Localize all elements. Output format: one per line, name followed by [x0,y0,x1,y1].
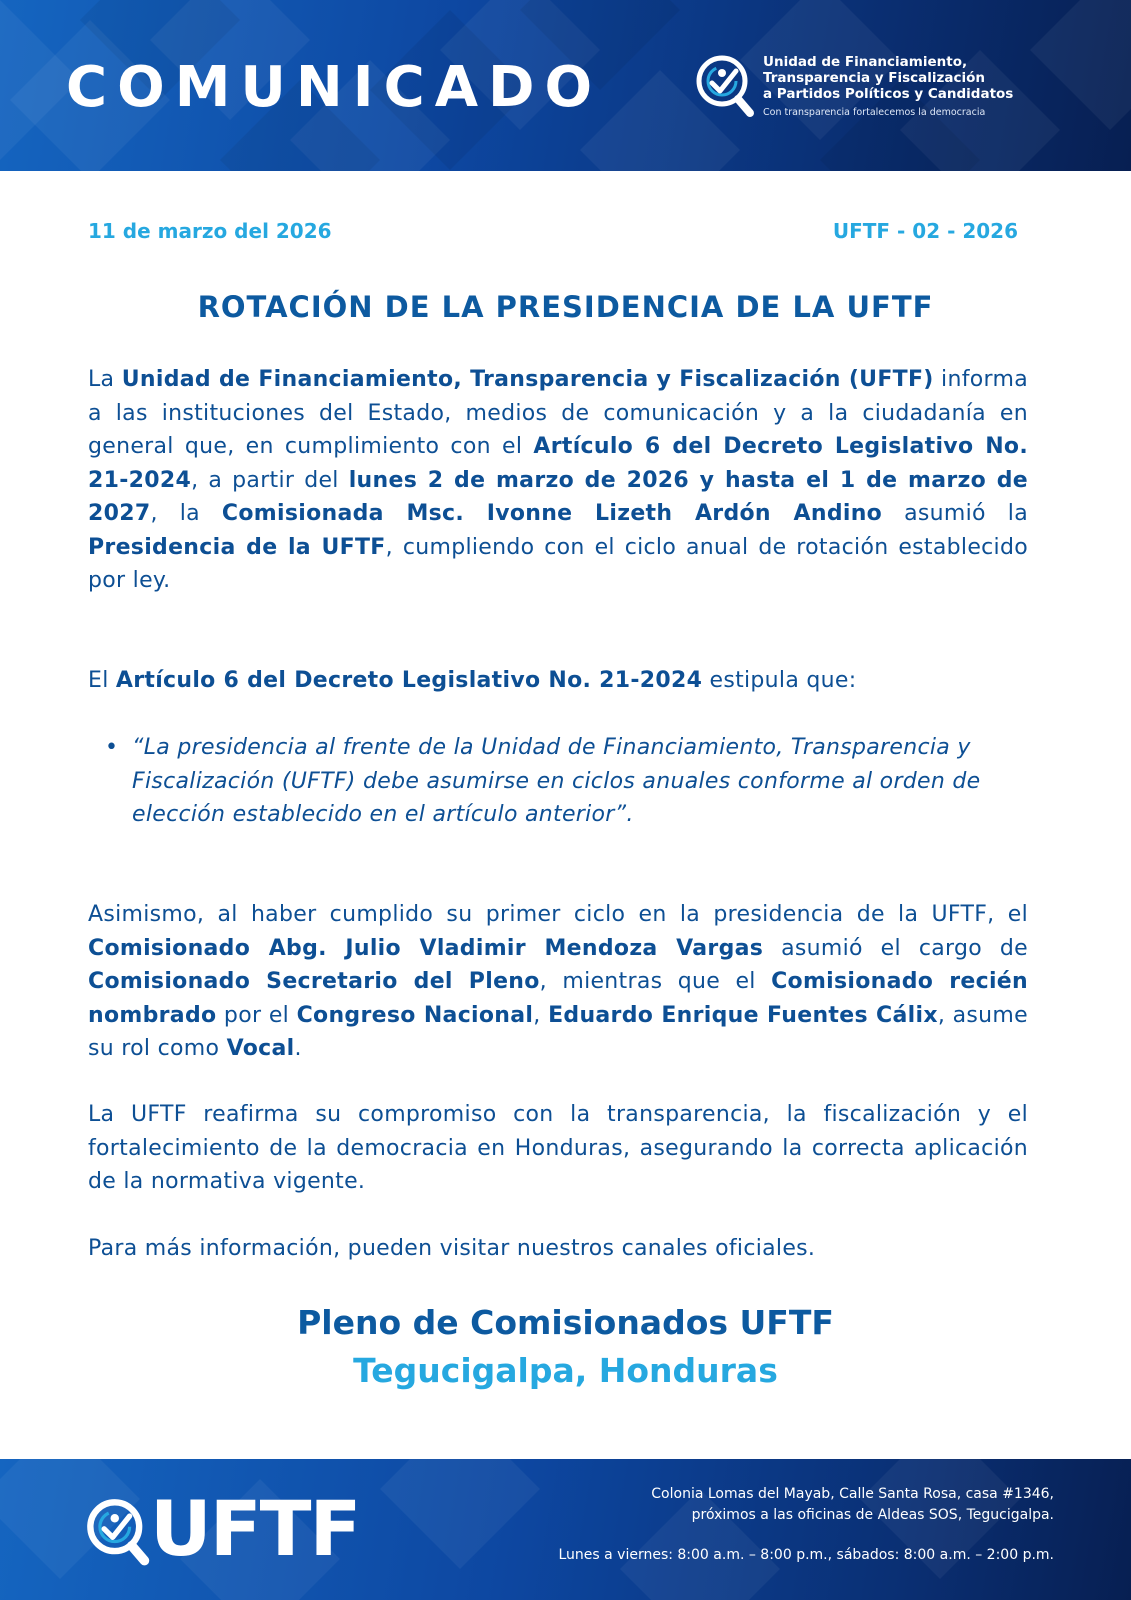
emphasis-text: Congreso Nacional [296,1002,534,1028]
paragraph-roles [88,898,1028,1066]
org-name [763,54,1013,102]
emphasis-text: Presidencia de la UFTF [88,534,386,560]
body-text-run: estipula que: [702,668,857,693]
org-name-line: a Partidos Políticos y Candidatos [763,86,1014,102]
paragraph-announcement [88,363,1028,598]
org-slogan: Con transparencia fortalecemos la democracia [763,107,986,118]
emphasis-text: Artículo 6 del Decreto Legislativo No. 21-2024 [115,668,703,693]
footer-address [454,1484,1054,1526]
body-text-run: , asume su rol como [88,1002,1028,1061]
document-title: ROTACIÓN DE LA PRESIDENCIA DE LA UFTF [197,290,934,324]
emphasis-text: Artículo 6 del Decreto Legislativo No. 21-2024 [88,434,1028,493]
body-text-run: El [88,668,116,693]
emphasis-text: Comisionado recién nombrado [88,969,1028,1028]
emphasis-text: Unidad de Financiamiento, Transparencia y Fiscalización (UFTF) [121,367,934,392]
body-text-run: asumió la [882,501,1028,526]
body-text-run: . [294,1036,302,1061]
body-text-run: La [88,367,122,392]
emphasis-text: Vocal [226,1036,295,1061]
body-text-run: informa a las instituciones del Estado, medios de comunicación y a la ciudadanía en general que, en cumplimiento con el [88,367,1028,459]
paragraph-more-info: Para más información, pueden visitar nuestros canales oficiales. [88,1236,816,1261]
emphasis-text: Eduardo Enrique Fuentes Cálix [548,1002,938,1028]
footer-address-line: próximos a las oficinas de Aldeas SOS, Tegucigalpa. [691,1507,1054,1523]
org-name-line: Transparencia y Fiscalización [763,70,986,86]
magnifier-check-icon [694,53,758,119]
emphasis-text: Comisionado Abg. Julio Vladimir Mendoza Vargas [88,935,764,961]
footer-brand: UFTF [150,1484,360,1573]
body-text-run: Asimismo, al haber cumplido su primer ciclo en la presidencia de la UFTF, el [88,902,1028,927]
org-name-line: Unidad de Financiamiento, [763,54,968,70]
body-text-run: asumió el cargo de [763,935,1029,961]
body-text-run: , la [150,501,222,526]
footer-address-line: Colonia Lomas del Mayab, Calle Santa Rosa, casa #1346, [651,1486,1054,1502]
emphasis-text: Comisionada Msc. Ivonne Lizeth Ardón Andino [221,501,883,526]
emphasis-text: Comisionado Secretario del Pleno [88,969,540,994]
paragraph-article-intro [88,664,1028,698]
footer-hours: Lunes a viernes: 8:00 a.m. – 8:00 p.m., sábados: 8:00 a.m. – 2:00 p.m. [558,1547,1054,1563]
magnifier-check-icon [84,1497,154,1567]
body-text-run: , [533,1002,549,1028]
header-banner [0,0,1131,171]
emphasis-text: lunes 2 de marzo de 2026 y hasta el 1 de marzo de 2027 [88,467,1028,526]
bullet-icon: • [105,735,118,760]
communique-date: 11 de marzo del 2026 [88,219,332,243]
body-text-run: , a partir del [191,467,349,493]
communique-reference: UFTF - 02 - 2026 [832,219,1018,243]
signature: Pleno de Comisionados UFTF [297,1303,834,1342]
paragraph-commitment: La UFTF reafirma su compromiso con la transparencia, la fiscalización y el fortalecimiento de la democracia en Honduras, asegurando la correcta aplicación de la normativa vigente. [88,1102,1028,1194]
body-text-run: por el [216,1002,297,1028]
body-text-run: , cumpliendo con el ciclo anual de rotación establecido por ley. [88,534,1028,593]
signature-city: Tegucigalpa, Honduras [353,1351,778,1390]
footer-banner [0,1459,1131,1600]
article-quote: “La presidencia al frente de la Unidad de Financiamiento, Transparencia y Fiscalización (UFTF) debe asumirse en ciclos anuales conforme al orden de elección establecido en el artículo anterior”. [132,735,981,827]
page-title: COMUNICADO [66,55,603,120]
body-text-run: , mientras que el [539,969,772,994]
